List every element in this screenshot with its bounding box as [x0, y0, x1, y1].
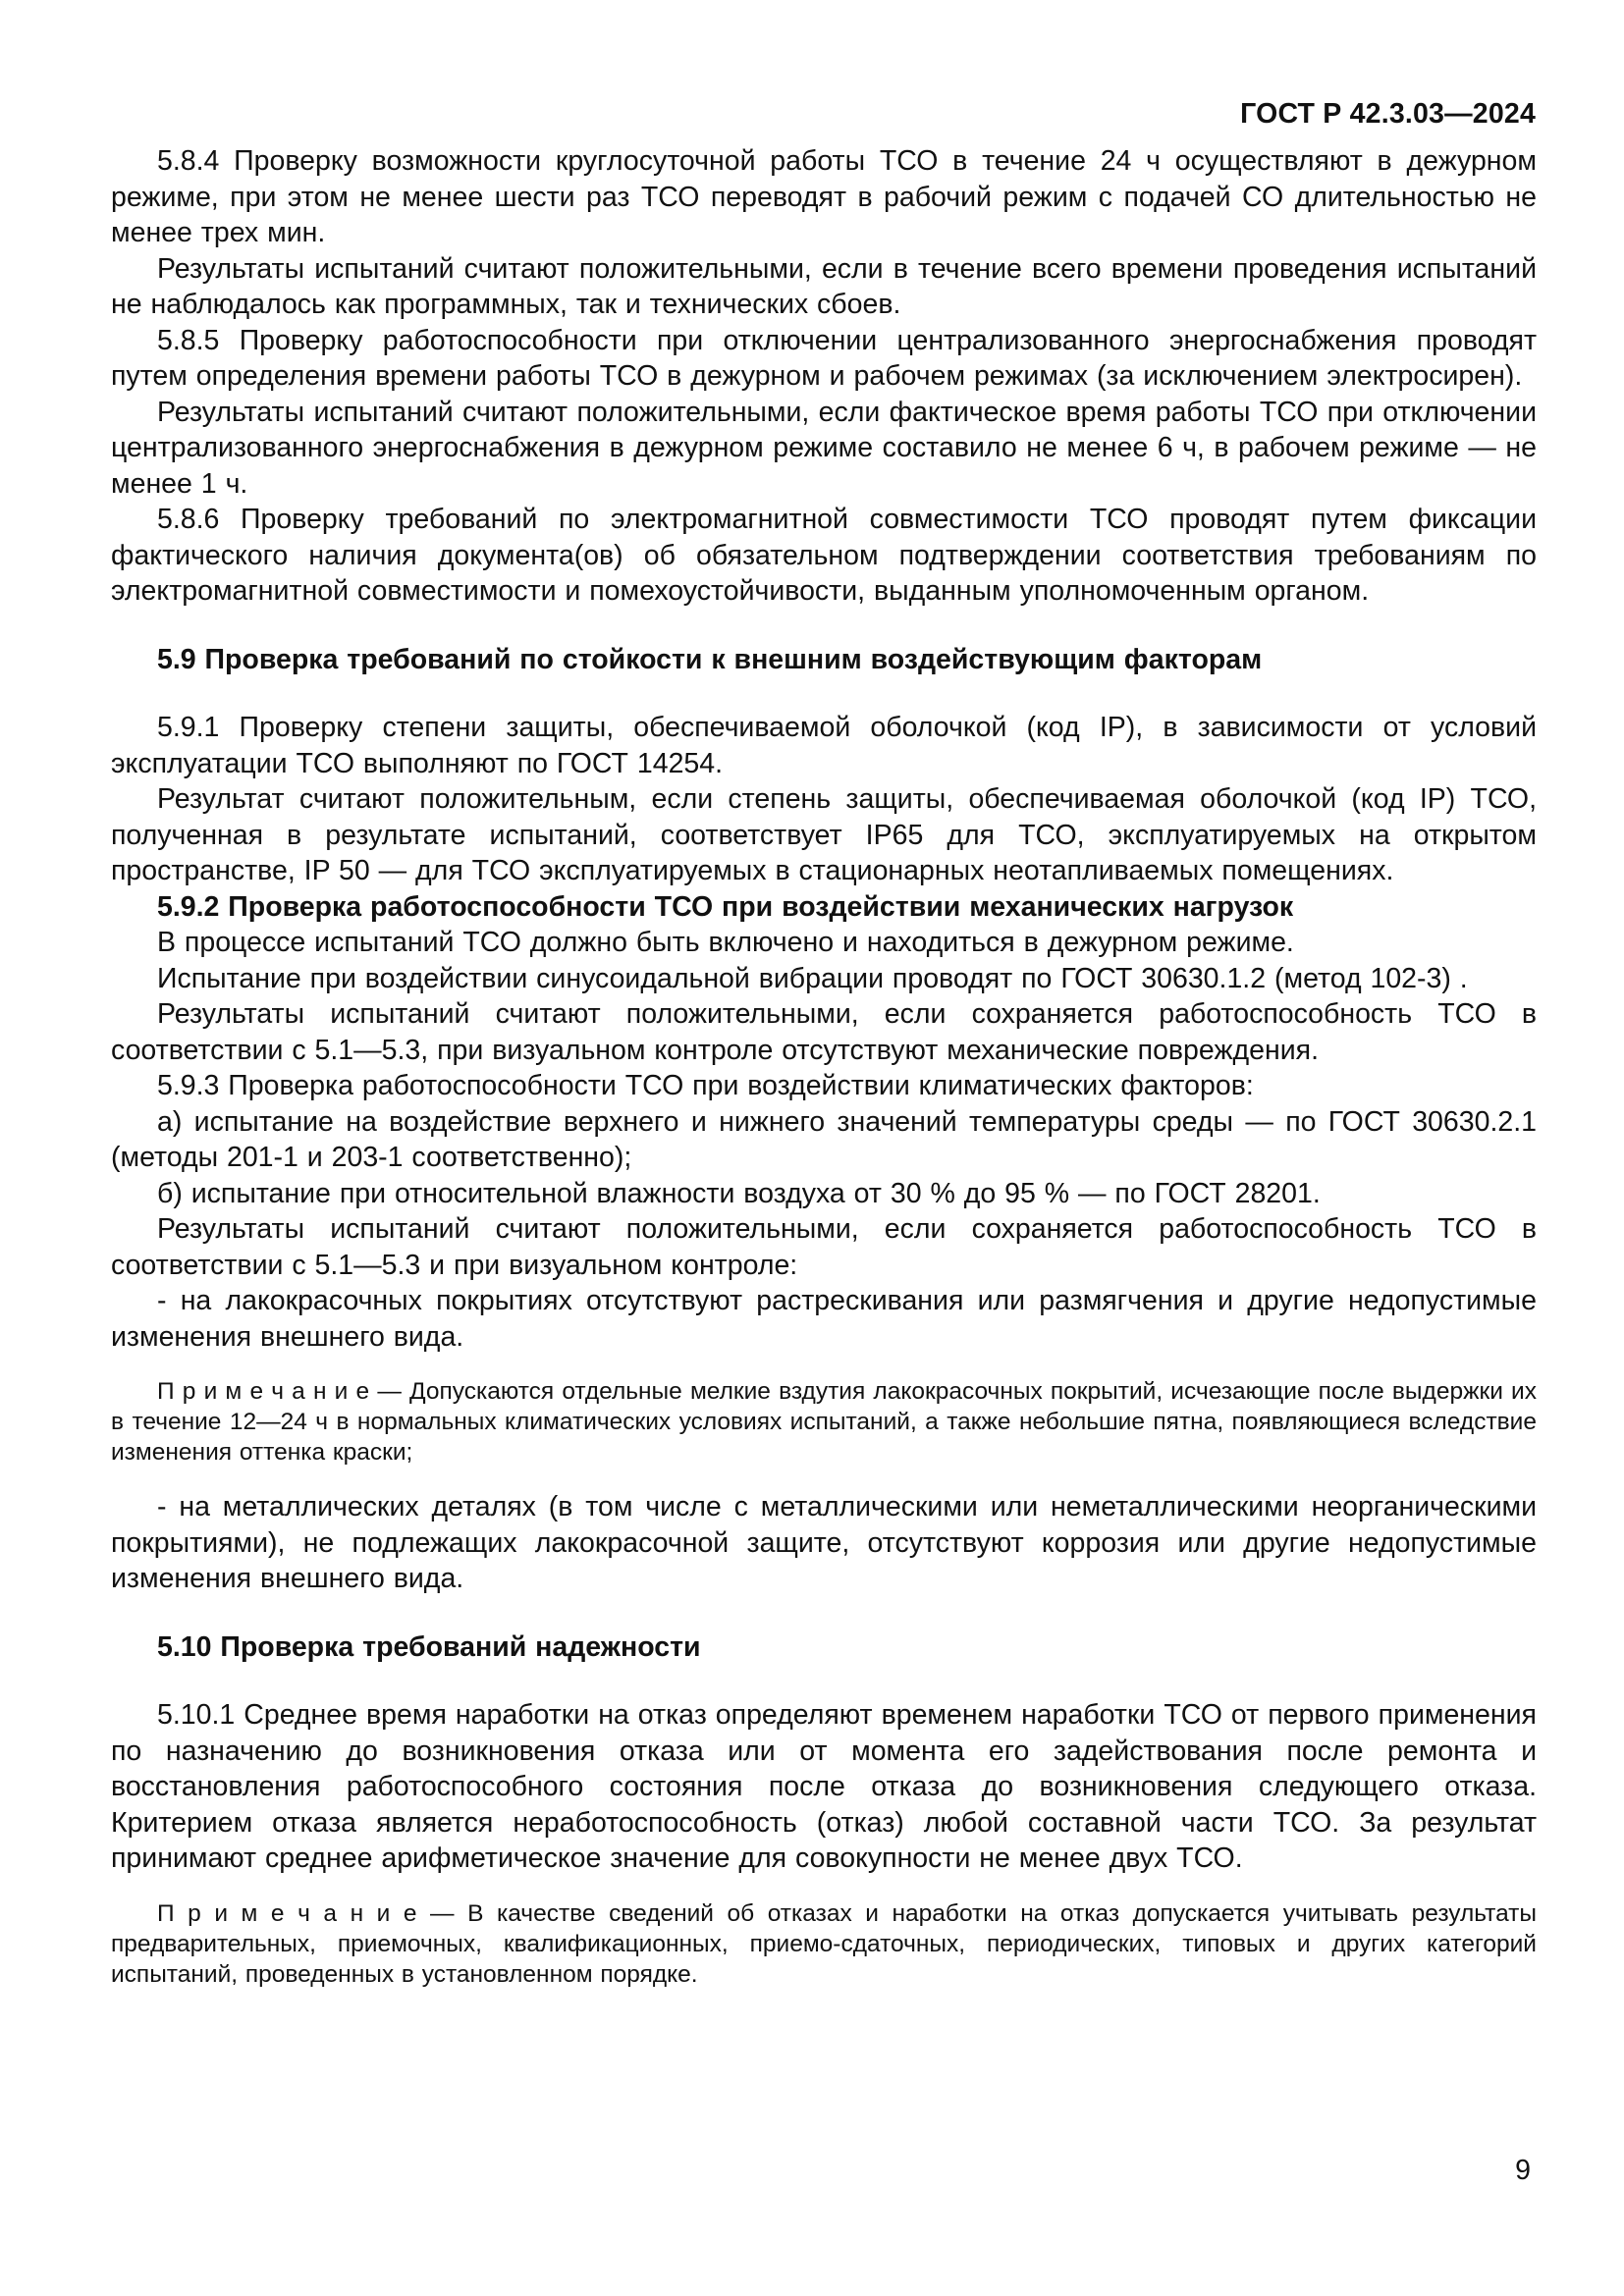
page-number: 9	[1515, 2155, 1531, 2186]
para-5-9-2-results: Результаты испытаний считают положительными, если сохраняется работоспособность ТСО в соответствии с 5.1—5.3, при визуальном контроле отсутствуют механические повреждения.	[111, 998, 1537, 1066]
document-header: ГОСТ Р 42.3.03—2024	[1240, 98, 1536, 130]
para-5-8-4: 5.8.4 Проверку возможности круглосуточной работы ТСО в течение 24 ч осуществляют в дежурном режиме, при этом не менее шести раз ТСО переводят в рабочий режим с подачей СО длительностью не менее трех мин.	[111, 145, 1537, 248]
document-content	[111, 143, 1537, 2011]
para-5-9-2-vibration: Испытание при воздействии синусоидальной вибрации проводят по ГОСТ 30630.1.2 (метод 102-3) .	[157, 962, 1468, 994]
para-5-9-3-results: Результаты испытаний считают положительными, если сохраняется работоспособность ТСО в соответствии с 5.1—5.3 и при визуальном контроле:	[111, 1213, 1537, 1281]
note-paint: П р и м е ч а н и е — Допускаются отдельные мелкие вздутия лакокрасочных покрытий, исчезающие после выдержки их в течение 12—24 ч в нормальных климатических условиях испытаний, а также небольшие пятна, появляющиеся вследствие изменения оттенка краски;	[111, 1378, 1537, 1466]
para-5-8-5: 5.8.5 Проверку работоспособности при отключении централизованного энергоснабжения проводят путем определения времени работы ТСО в дежурном и рабочем режимах (за исключением электросирен).	[111, 324, 1537, 392]
para-5-9-3: 5.9.3 Проверка работоспособности ТСО при воздействии климатических факторов:	[157, 1070, 1254, 1101]
para-5-8-6: 5.8.6 Проверку требований по электромагнитной совместимости ТСО проводят путем фиксации фактического наличия документа(ов) об обязательном подтверждении соответствия требованиям по электромагнитной совместимости и помехоустойчивости, выданным уполномоченным органом.	[111, 504, 1537, 607]
list-item-metal: - на металлических деталях (в том числе с металлическими или неметаллическими неорганическими покрытиями), не подлежащих лакокрасочной защите, отсутствуют коррозия или другие недопустимые изменения внешнего вида.	[111, 1491, 1537, 1594]
list-item-b: б) испытание при относительной влажности воздуха от 30 % до 95 % — по ГОСТ 28201.	[157, 1177, 1321, 1209]
para-5-9-2-mode: В процессе испытаний ТСО должно быть включено и находиться в дежурном режиме.	[157, 927, 1294, 958]
para-5-10-1: 5.10.1 Среднее время наработки на отказ определяют временем наработки ТСО от первого применения по назначению до возникновения отказа или от момента его задействования после ремонта и восстановления работоспособного состояния после отказа до возникновения следующего отказа. Критерием отказа является неработоспособность (отказ) любой составной части ТСО. За результат принимают среднее арифметическое значение для совокупности не менее двух ТСО.	[111, 1699, 1537, 1874]
list-item-a: а) испытание на воздействие верхнего и нижнего значений температуры среды — по ГОСТ 30630.2.1 (методы 201-1 и 203-1 соответственно);	[111, 1105, 1537, 1173]
section-heading-5-9: 5.9 Проверка требований по стойкости к внешним воздействующим факторам	[157, 643, 1263, 675]
subheading-5-9-2: 5.9.2 Проверка работоспособности ТСО при воздействии механических нагрузок	[157, 890, 1294, 923]
para-5-9-1-result: Результат считают положительным, если степень защиты, обеспечиваемая оболочкой (код IP) ТСО, полученная в результате испытаний, соответствует IP65 для ТСО, эксплуатируемых на открытом пространстве, IP 50 — для ТСО эксплуатируемых в стационарных неотапливаемых помещениях.	[111, 783, 1537, 886]
para-5-9-1: 5.9.1 Проверку степени защиты, обеспечиваемой оболочкой (код IP), в зависимости от условий эксплуатации ТСО выполняют по ГОСТ 14254.	[111, 712, 1537, 779]
section-heading-5-10: 5.10 Проверка требований надежности	[157, 1630, 701, 1663]
note-failures: П р и м е ч а н и е — В качестве сведений об отказах и наработки на отказ допускается учитывать результаты предварительных, приемочных, квалификационных, приемо-сдаточных, периодических, типовых и других категорий испытаний, проведенных в установленном порядке.	[111, 1899, 1537, 1988]
para-5-8-4-results: Результаты испытаний считают положительными, если в течение всего времени проведения испытаний не наблюдалось как программных, так и технических сбоев.	[111, 252, 1537, 320]
para-5-8-5-results: Результаты испытаний считают положительными, если фактическое время работы ТСО при отключении централизованного энергоснабжения в дежурном режиме составило не менее 6 ч, в рабочем режиме — не менее 1 ч.	[111, 396, 1537, 500]
list-item-paint: - на лакокрасочных покрытиях отсутствуют растрескивания или размягчения и другие недопустимые изменения внешнего вида.	[111, 1285, 1537, 1353]
